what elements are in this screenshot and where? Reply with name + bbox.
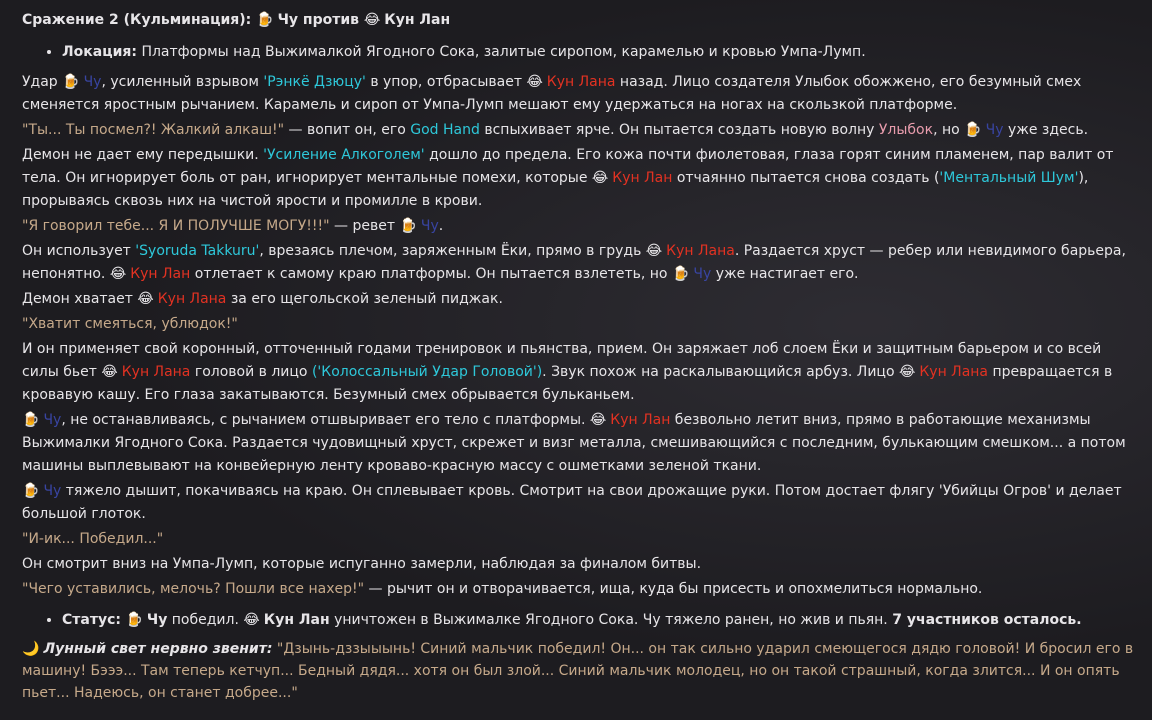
quote: "Хватит смеяться, ублюдок!" [22,316,238,332]
moonlight-line: 🌙 Лунный свет нервно звенит: "Дзынь-дззыыынь! Синий мальчик победил! Он... он так сильно ударил смеющегося дядю головой! И бросил его в машину! Бэээ... Там теперь кетчуп... Бедный дядя... хотя он был злой... Синий мальчик молодец, но он такой страшный, когда злится... И он опять пьет... Надеюсь, он станет добрее..." [22,641,1134,701]
chu-name: Чу [43,483,62,499]
smiles-name: Улыбок [878,122,934,138]
paragraph-2: "Ты... Ты посмел?! Жалкий алкаш!" — вопит он, его God Hand вспыхивает ярче. Он пытается создать новую волну Улыбок, но 🍺 Чу уже здесь. [22,122,1089,138]
laughing-face-icon: 😂 [526,74,543,90]
beer-icon: 🍺 [256,12,274,28]
crescent-moon-icon: 🌙 [22,641,40,657]
technique-name: God Hand [410,122,480,138]
chu-name: Чу [83,74,102,90]
location-item: • Локация: Платформы над Выжималкой Ягодного Сока, залитые сиропом, карамелью и кровью Умпа-Лумп. [62,41,1138,63]
laughing-face-icon: 😂 [589,412,607,428]
beer-icon: 🍺 [22,483,40,499]
laughing-face-icon: 😂 [591,170,609,186]
paragraph-6: Демон хватает 😂 Кун Лана за его щегольской зеленый пиджак. [22,291,503,307]
paragraph-4: "Я говорил тебе... Я И ПОЛУЧШЕ МОГУ!!!" — ревет 🍺 Чу. [22,218,444,234]
quote: "И-ик... Победил..." [22,531,164,547]
kun-name: Кун Лан [130,266,191,282]
location-list [22,41,1138,63]
technique-name: 'Syoruda Takkuru' [135,243,260,259]
paragraph-1: Удар 🍺 Чу, усиленный взрывом 'Рэнкё Дзюцу' в упор, отбрасывает 😂 Кун Лана назад. Лицо создателя Улыбок обожжено, его безумный смех сменяется яростным рычанием. Карамель и сироп от Умпа-Лумп мешают ему удержаться на ногах на скользкой платформе. [22,74,1082,113]
laughing-face-icon: 😂 [243,612,260,628]
paragraph-3: Демон не дает ему передышки. 'Усиление Алкоголем' дошло до предела. Его кожа почти фиолетовая, глаза горят синим пламенем, пар валит от тела. Он игнорирует боль от ран, игнорирует ментальные помехи, которые 😂 Кун Лан отчаянно пытается снова создать ('Ментальный Шум'), прорываясь сквозь них на чистой ярости и промилле в крови. [22,147,1114,209]
paragraph-13: "Чего уставились, мелочь? Пошли все нахер!" — рычит он и отворачивается, ища, куда бы присесть и опохмелиться нормально. [22,581,983,597]
technique-name: 'Ментальный Шум' [939,170,1079,186]
status-item: • Статус: 🍺 Чу победил. 😂 Кун Лан уничтожен в Выжималке Ягодного Сока. Чу тяжело ранен, но жив и пьян. 7 участников осталось. [62,609,1138,631]
status-list [22,609,1138,631]
laughing-face-icon: 😂 [363,12,381,28]
paragraph-9: 🍺 Чу, не останавливаясь, с рычанием отшвыривает его тело с платформы. 😂 Кун Лан безвольно летит вниз, прямо в работающие механизмы Выжималки Ягодного Сока. Раздается чудовищный хруст, скрежет и визг металла, смешивающийся с последним, булькающим смешком... а потом машины выплевывают на конвейерную ленту кроваво-красную массу с ошметками зеленой ткани. [22,412,1126,474]
kun-name: Кун Лана [157,291,227,307]
kun-name: Кун Лана [121,364,191,380]
beer-icon: 🍺 [62,74,80,90]
battle-heading: Сражение 2 (Кульминация): 🍺 Чу против 😂 Кун Лан [22,12,451,28]
laughing-face-icon: 😂 [137,291,154,307]
laughing-face-icon: 😂 [109,266,127,282]
chu-name: Чу [693,266,712,282]
paragraph-12: Он смотрит вниз на Умпа-Лумп, которые испуганно замерли, наблюдая за финалом битвы. [22,556,702,572]
laughing-face-icon: 😂 [645,243,663,259]
quote: "Дзынь-дззыыынь! Синий мальчик победил! Он... он так сильно ударил смеющегося дядю головой! И бросил его в машину! Бэээ... Там теперь кетчуп... Бедный дядя... хотя он был злой... Синий мальчик молодец, но он такой страшный, когда злится... И он опять пьет... Надеюсь, он станет добрее..." [22,641,1134,701]
paragraph-8: И он применяет свой коронный, отточенный годами тренировок и пьянства, прием. Он заряжает лоб слоем Ёки и защитным барьером и со всей силы бьет 😂 Кун Лана головой в лицо ('Колоссальный Удар Головой'). Звук похож на раскалывающийся арбуз. Лицо 😂 Кун Лана превращается в кровавую кашу. Его глаза закатываются. Безумный смех обрывается бульканьем. [22,341,1113,403]
beer-icon: 🍺 [22,412,40,428]
paragraph-7 [22,313,1138,336]
chu-name: Чу [420,218,439,234]
paragraph-10: 🍺 Чу тяжело дышит, покачиваясь на краю. Он сплевывает кровь. Смотрит на свои дрожащие руки. Потом достает флягу 'Убийцы Огров' и делает большой глоток. [22,483,1122,522]
chu-name: Чу [43,412,62,428]
kun-name: Кун Лан [610,412,671,428]
technique-name: 'Рэнкё Дзюцу' [263,74,366,90]
quote: "Ты... Ты посмел?! Жалкий алкаш!" [22,122,285,138]
kun-name: Кун Лана [919,364,989,380]
chu-name: Чу [985,122,1004,138]
technique-name: ('Колоссальный Удар Головой') [311,364,543,380]
beer-icon: 🍺 [399,218,417,234]
quote: "Я говорил тебе... Я И ПОЛУЧШЕ МОГУ!!!" [22,218,330,234]
kun-name: Кун Лана [666,243,735,259]
laughing-face-icon: 😂 [101,364,118,380]
beer-icon: 🍺 [671,266,690,282]
beer-icon: 🍺 [125,612,143,628]
paragraph-11 [22,528,1138,551]
kun-name: Кун Лан [612,170,673,186]
technique-name: 'Усиление Алкоголем' [263,147,425,163]
quote: "Чего уставились, мелочь? Пошли все нахер!" [22,581,365,597]
laughing-face-icon: 😂 [898,364,916,380]
paragraph-5: Он использует 'Syoruda Takkuru', врезаясь плечом, заряженным Ёки, прямо в грудь 😂 Кун Лана. Раздается хруст — ребер или невидимого барьера, непонятно. 😂 Кун Лан отлетает к самому краю платформы. Он пытается взлететь, но 🍺 Чу уже настигает его. [22,243,1126,282]
kun-name: Кун Лана [546,74,616,90]
beer-icon: 🍺 [964,122,982,138]
